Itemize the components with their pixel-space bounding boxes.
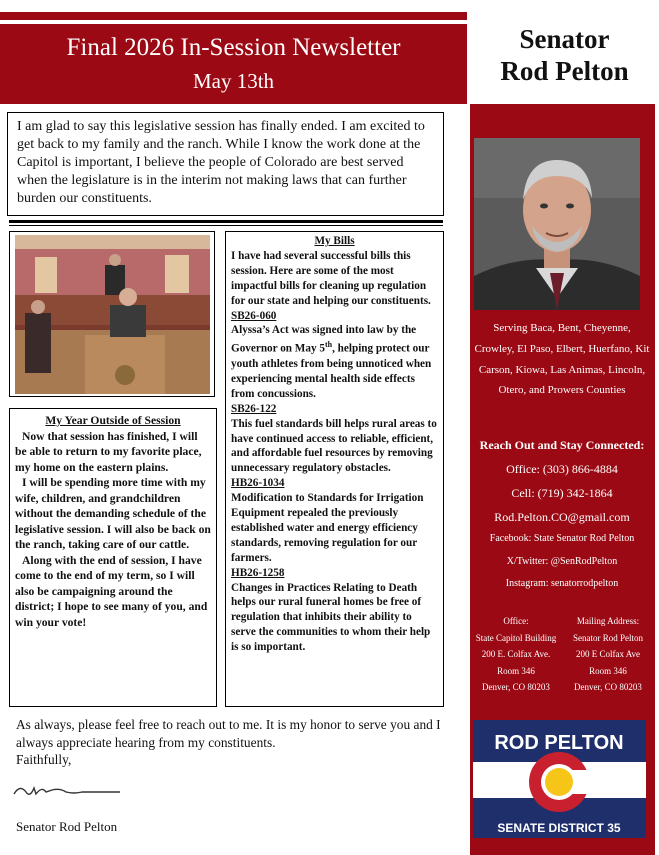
bill-id: SB26-122 <box>231 402 277 415</box>
senator-name-heading <box>470 20 659 104</box>
closing <box>16 716 446 769</box>
office-line: 200 E. Colfax Ave. <box>481 649 551 659</box>
year-outside-heading: My Year Outside of Session <box>45 414 181 427</box>
bills-intro: I have had several successful bills this session. Here are some of the most impactful bills for cleaning up regulation for our state and helping our constituents. <box>231 249 431 307</box>
bill-id: HB26-1034 <box>231 477 285 490</box>
bill-text-superscript: th <box>324 340 333 350</box>
my-bills <box>225 231 444 707</box>
bill-description: This fuel standards bill helps rural areas to have continued access to reliable, efficient, and affordable fuel resources by removing unnecessary regulatory obstacles. <box>231 417 437 475</box>
mailing-line: Senator Rod Pelton <box>573 632 643 643</box>
mailing-line: Denver, CO 80203 <box>574 682 642 692</box>
year-outside-paragraph: I will be spending more time with my wife, children, and grandchildren without the demanding schedule of the legislative session. I will also be back on the ranch, taking care of our cattle. <box>15 476 211 551</box>
facebook-link[interactable]: Facebook: State Senator Rod Pelton <box>489 533 635 544</box>
intro-text: I am glad to say this legislative session has finally ended. I am excited to get back to my family and the ranch. While I know the work done at the Capitol is important, I believe the people of Colorado are best served when the legislature is in the interim not making laws that can further burden our constituents. <box>7 112 444 216</box>
senator-title: Senator <box>519 24 610 54</box>
campaign-logo <box>473 720 646 838</box>
contact-heading: Reach Out and Stay Connected: <box>479 438 645 452</box>
senator-name: Rod Pelton <box>500 56 629 86</box>
logo-name: ROD PELTON <box>494 732 624 754</box>
instagram-link[interactable]: Instagram: senatorrodpelton <box>505 578 619 589</box>
office-line: Room 346 <box>497 665 535 676</box>
office-phone: Office: (303) 866-4884 <box>506 462 618 476</box>
newsletter-date: May 13th <box>192 69 275 93</box>
year-outside-session <box>9 408 217 707</box>
bill-text: Alyssa’s Act was signed into law by the Governor on May 5 <box>231 324 417 356</box>
twitter-link[interactable]: X/Twitter: @SenRodPelton <box>506 556 618 567</box>
bill-description: Changes in Practices Relating to Death helps our rural funeral homes be free of regulation that inhibits their ability to serve the communities to whom their help is so important. <box>231 581 431 654</box>
header-top-rule <box>0 12 467 20</box>
newsletter-banner <box>0 24 467 104</box>
newsletter-title: Final 2026 In-Session Newsletter <box>66 34 401 61</box>
bill-description <box>231 323 438 401</box>
cell-phone: Cell: (719) 342-1864 <box>511 486 613 500</box>
counties-served: Serving Baca, Bent, Cheyenne, Crowley, El Paso, Elbert, Huerfano, Kit Carson, Kiowa, Las Animas, Lincoln, Otero, and Prowers Counties <box>474 322 650 397</box>
office-line: State Capitol Building <box>475 632 557 643</box>
year-outside-paragraph: Along with the end of session, I have come to the end of my term, so I will also be campaigning around the district; I hope to see many of you, and win your vote! <box>15 553 208 629</box>
bills-heading: My Bills <box>314 235 355 247</box>
closing-text: As always, please feel free to reach out to me. It is my honor to serve you and I always appreciate hearing from my constituents. <box>16 717 441 750</box>
office-address <box>471 613 561 696</box>
bill-description: Modification to Standards for Irrigation Equipment repealed the previously established water and energy efficiency standards, removing regulation for our farmers. <box>231 492 424 564</box>
section-divider-thin <box>9 225 443 226</box>
office-label: Office: <box>503 616 529 626</box>
signature-name: Senator Rod Pelton <box>16 819 118 834</box>
mailing-line: 200 E Colfax Ave <box>575 649 641 659</box>
handwritten-signature <box>12 780 122 802</box>
closing-signoff: Faithfully, <box>16 752 72 767</box>
bill-id: SB26-060 <box>231 309 277 322</box>
mailing-label: Mailing Address: <box>576 616 640 626</box>
email-link[interactable]: Rod.Pelton.CO@gmail.com <box>494 510 630 524</box>
year-outside-paragraph: Now that session has finished, I will be able to return to my favorite place, my home on the eastern plains. <box>15 429 202 474</box>
section-divider <box>9 220 443 223</box>
senate-floor-photo <box>15 235 210 394</box>
senator-portrait <box>474 138 640 310</box>
logo-district: SENATE DISTRICT 35 <box>497 821 621 835</box>
office-line: Denver, CO 80203 <box>482 682 550 692</box>
bill-id: HB26-1258 <box>231 566 285 579</box>
mailing-line: Room 346 <box>589 665 627 676</box>
mailing-address <box>563 613 653 696</box>
bill-text: , helping protect our youth athletes from being unnoticed when experiencing mental health side effects from concussions. <box>231 343 432 400</box>
